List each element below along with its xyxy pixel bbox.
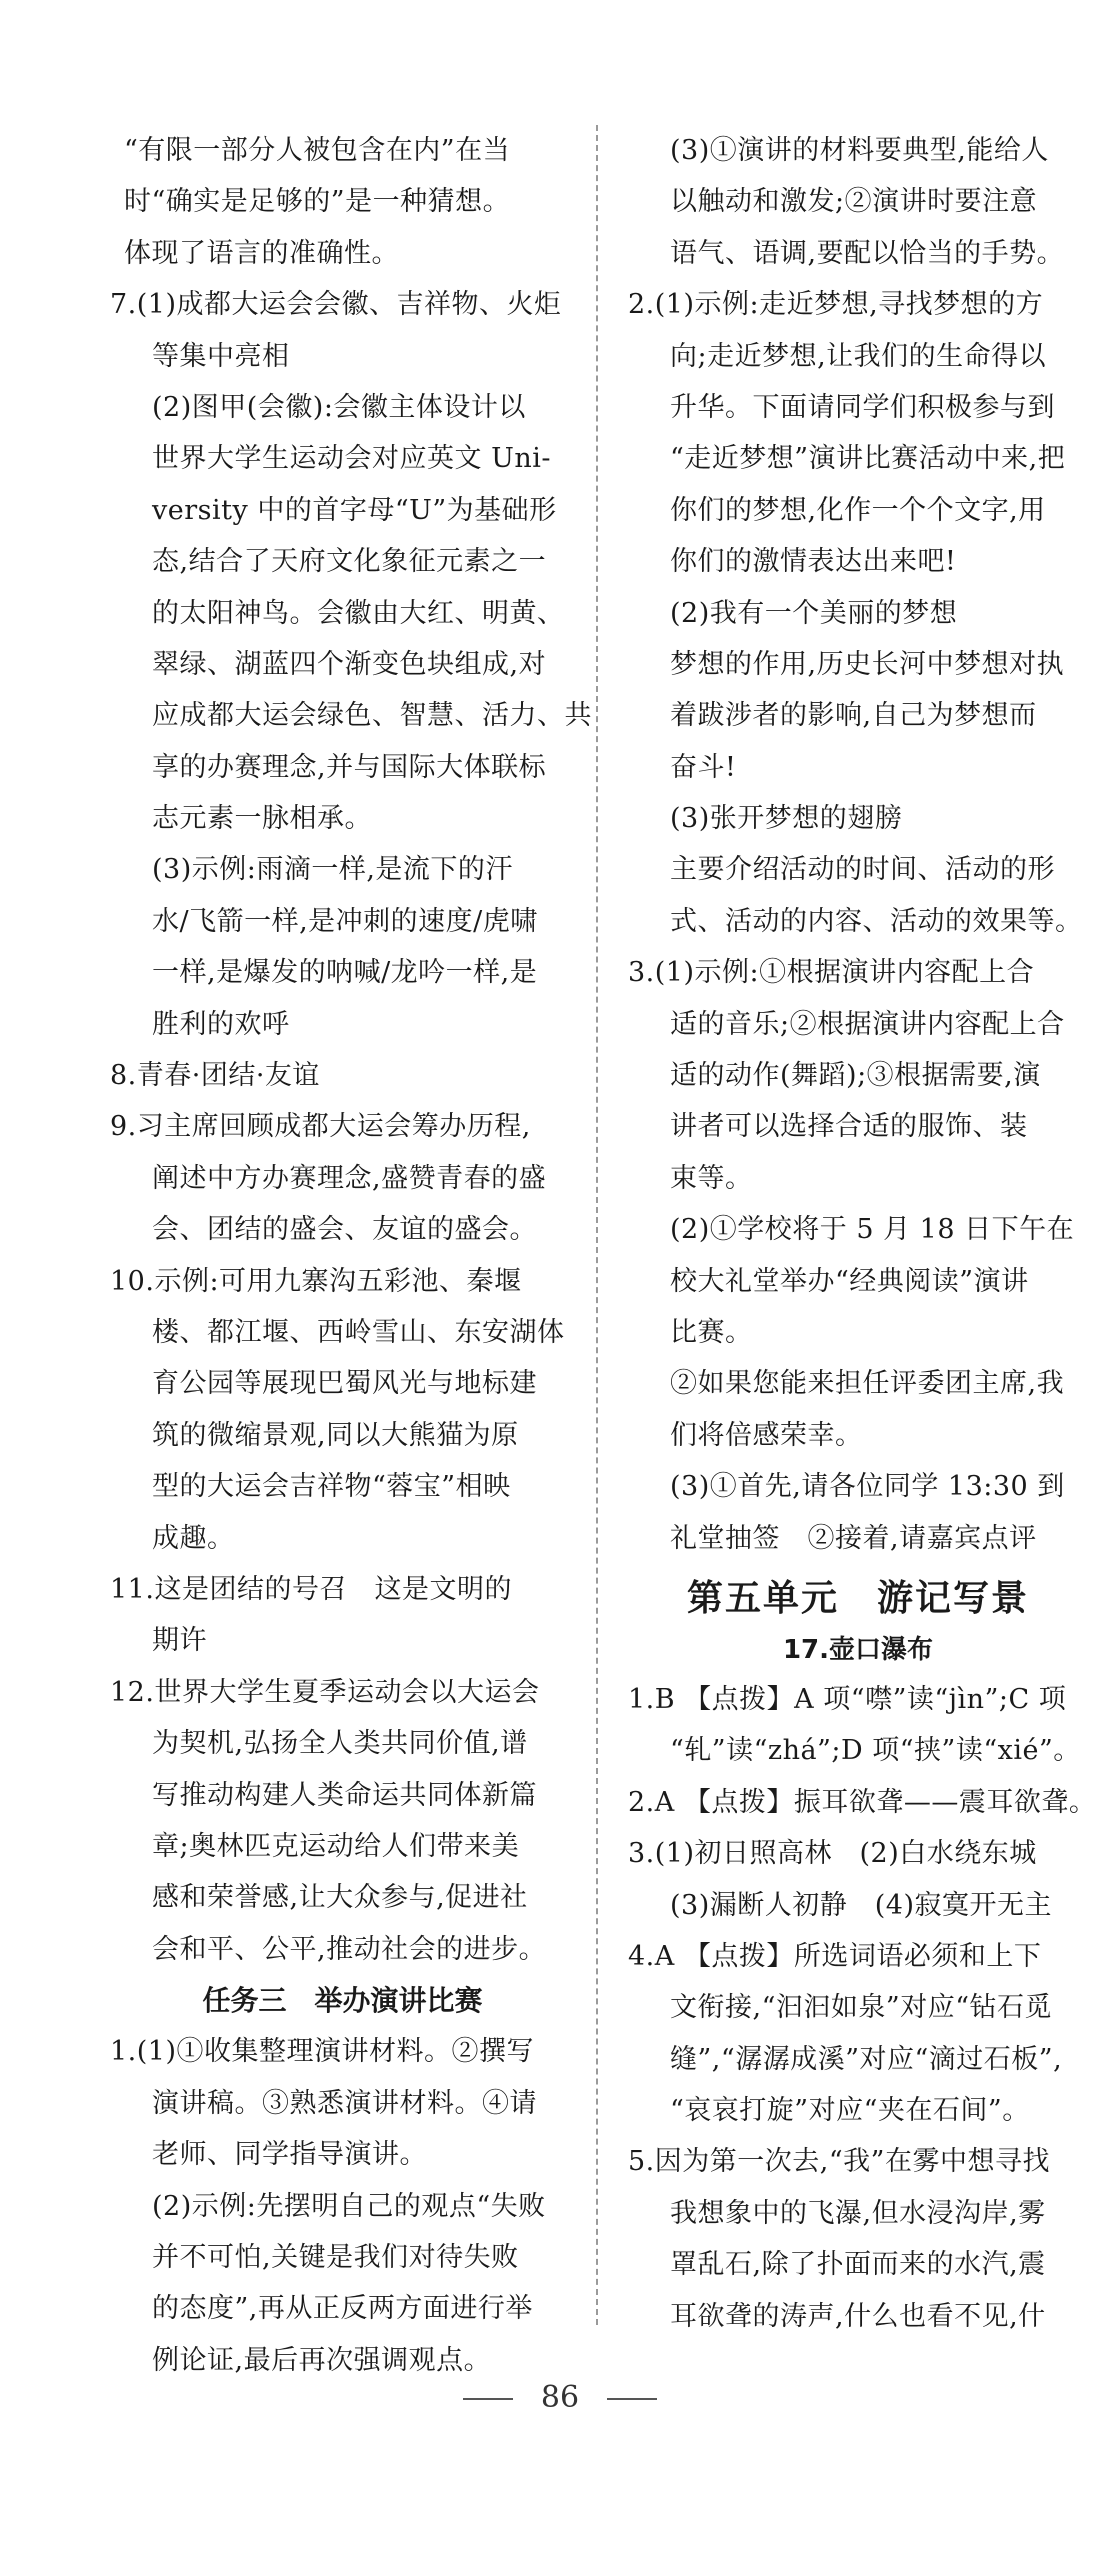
text-line: 10.示例:可用九寨沟五彩池、秦堰: [110, 1265, 522, 1297]
page-footer: [0, 2380, 1120, 2415]
text-line: 你们的激情表达出来吧!: [670, 546, 957, 578]
text-line: 11.这是团结的号召 这是文明的: [110, 1573, 512, 1605]
text-line: 们将倍感荣幸。: [670, 1419, 863, 1451]
text-line: 束等。: [670, 1162, 753, 1194]
text-line: 校大礼堂举办“经典阅读”演讲: [670, 1265, 1029, 1297]
text-line: 文衔接,“汩汩如泉”对应“钻石觅: [670, 1992, 1052, 2024]
text-line: 你们的梦想,化作一个个文字,用: [670, 494, 1046, 526]
text-line: (3)示例:雨滴一样,是流下的汗: [152, 854, 513, 886]
text-line: 育公园等展现巴蜀风光与地标建: [152, 1368, 537, 1400]
text-line: ②如果您能来担任评委团主席,我: [670, 1368, 1065, 1400]
text-line: 着跋涉者的影响,自己为梦想而: [670, 700, 1037, 732]
text-line: 12.世界大学生夏季运动会以大运会: [110, 1676, 540, 1708]
right-column: [628, 125, 1097, 2342]
text-line: 式、活动的内容、活动的效果等。: [670, 905, 1083, 937]
text-line: (2)示例:先摆明自己的观点“失败: [152, 2190, 546, 2222]
text-line: 时“确实是足够的”是一种猜想。: [124, 186, 511, 218]
column-divider: [596, 125, 598, 2325]
text-line: 会和平、公平,推动社会的进步。: [152, 1933, 547, 1965]
text-line: 水/飞箭一样,是冲刺的速度/虎啸: [152, 905, 538, 937]
text-line: 1.(1)①收集整理演讲材料。②撰写: [110, 2036, 535, 2068]
text-line: 型的大运会吉祥物“蓉宝”相映: [152, 1471, 511, 1503]
text-line: (2)①学校将于 5 月 18 日下午在: [670, 1214, 1075, 1246]
left-column: [110, 125, 592, 2386]
text-line: 比赛。: [670, 1316, 753, 1348]
text-line: “有限一部分人被包含在内”在当: [124, 135, 511, 166]
footer-dash-left: [463, 2398, 513, 2400]
text-line: (3)①演讲的材料要典型,能给人: [670, 135, 1049, 166]
text-line: 筑的微缩景观,同以大熊猫为原: [152, 1419, 519, 1451]
text-line: 并不可怕,关键是我们对待失败: [152, 2242, 519, 2274]
text-line: 向;走近梦想,让我们的生命得以: [670, 340, 1047, 372]
unit-heading: 第五单元 游记写景: [686, 1577, 1029, 1619]
footer-dash-right: [607, 2398, 657, 2400]
text-line: versity 中的首字母“U”为基础形: [152, 494, 557, 526]
text-line: 语气、语调,要配以恰当的手势。: [670, 237, 1065, 269]
text-line: 主要介绍活动的时间、活动的形: [670, 854, 1055, 886]
text-line: 2.(1)示例:走近梦想,寻找梦想的方: [628, 289, 1044, 321]
text-line: 世界大学生运动会对应英文 Uni-: [152, 443, 551, 475]
text-line: 写推动构建人类命运共同体新篇: [152, 1779, 537, 1811]
text-line: 罩乱石,除了扑面而来的水汽,震: [670, 2249, 1046, 2281]
text-line: 5.因为第一次去,“我”在雾中想寻找: [628, 2146, 1050, 2178]
text-line: (2)图甲(会徽):会徽主体设计以: [152, 391, 526, 423]
text-line: 3.(1)示例:①根据演讲内容配上合: [628, 957, 1035, 989]
text-line: 胜利的欢呼: [152, 1008, 290, 1040]
text-line: 老师、同学指导演讲。: [152, 2139, 427, 2171]
text-line: 感和荣誉感,让大众参与,促进社: [152, 1882, 528, 1914]
text-line: 2.A 【点拨】振耳欲聋——震耳欲聋。: [628, 1786, 1097, 1818]
text-line: 楼、都江堰、西岭雪山、东安湖体: [152, 1316, 565, 1348]
text-line: 讲者可以选择合适的服饰、装: [670, 1111, 1028, 1143]
lesson-title: 17.壶口瀑布: [782, 1634, 934, 1665]
text-line: 一样,是爆发的呐喊/龙吟一样,是: [152, 957, 538, 989]
text-line: (2)我有一个美丽的梦想: [670, 597, 958, 629]
text-line: 成趣。: [152, 1522, 235, 1554]
text-line: 为契机,弘扬全人类共同价值,谱: [152, 1728, 528, 1760]
text-line: 体现了语言的准确性。: [124, 237, 399, 269]
text-line: 例论证,最后再次强调观点。: [152, 2344, 492, 2376]
text-line: 享的办赛理念,并与国际大体联标: [152, 751, 547, 783]
text-line: 的态度”,再从正反两方面进行举: [152, 2293, 533, 2325]
text-line: (3)①首先,请各位同学 13:30 到: [670, 1471, 1065, 1503]
text-line: 缝”,“潺潺成溪”对应“滴过石板”,: [670, 2043, 1063, 2075]
text-line: 适的音乐;②根据演讲内容配上合: [670, 1008, 1065, 1040]
page-number: 86: [540, 2380, 580, 2415]
text-line: 翠绿、湖蓝四个渐变色块组成,对: [152, 648, 547, 680]
text-line: 志元素一脉相承。: [152, 803, 372, 835]
text-line: “轧”读“zhá”;D 项“挟”读“xié”。: [670, 1735, 1081, 1767]
text-line: “走近梦想”演讲比赛活动中来,把: [670, 443, 1066, 475]
text-line: “哀哀打旋”对应“夹在石间”。: [670, 2095, 1030, 2127]
text-line: 演讲稿。③熟悉演讲材料。④请: [152, 2087, 537, 2119]
text-line: 应成都大运会绿色、智慧、活力、共: [152, 700, 592, 732]
text-line: 1.B 【点拨】A 项“噤”读“jìn”;C 项: [628, 1683, 1067, 1715]
text-line: 会、团结的盛会、友谊的盛会。: [152, 1214, 537, 1246]
text-line: 8.青春·团结·友谊: [110, 1060, 320, 1092]
text-line: 我想象中的飞瀑,但水浸沟岸,雾: [670, 2197, 1046, 2229]
text-line: 的太阳神鸟。会徽由大红、明黄、: [152, 597, 565, 629]
text-line: (3)张开梦想的翅膀: [670, 803, 903, 835]
text-line: 礼堂抽签 ②接着,请嘉宾点评: [670, 1522, 1037, 1554]
text-line: 7.(1)成都大运会会徽、吉祥物、火炬: [110, 289, 562, 321]
text-line: 9.习主席回顾成都大运会筹办历程,: [110, 1111, 531, 1143]
text-line: 等集中亮相: [152, 340, 290, 372]
text-line: 期许: [152, 1625, 207, 1657]
text-line: 适的动作(舞蹈);③根据需要,演: [670, 1060, 1041, 1092]
text-line: 耳欲聋的涛声,什么也看不见,什: [670, 2300, 1046, 2332]
text-line: (3)漏断人初静 (4)寂寞开无主: [670, 1889, 1052, 1921]
text-line: 4.A 【点拨】所选词语必须和上下: [628, 1940, 1042, 1972]
section-heading: 任务三 举办演讲比赛: [202, 1984, 483, 2018]
text-line: 以触动和激发;②演讲时要注意: [670, 186, 1038, 218]
text-line: 奋斗!: [670, 751, 737, 783]
text-line: 态,结合了天府文化象征元素之一: [152, 546, 547, 578]
text-line: 阐述中方办赛理念,盛赞青春的盛: [152, 1162, 547, 1194]
text-line: 章;奥林匹克运动给人们带来美: [152, 1830, 520, 1862]
text-line: 升华。下面请同学们积极参与到: [670, 391, 1055, 423]
text-line: 3.(1)初日照高林 (2)白水绕东城: [628, 1838, 1037, 1870]
text-line: 梦想的作用,历史长河中梦想对执: [670, 648, 1065, 680]
